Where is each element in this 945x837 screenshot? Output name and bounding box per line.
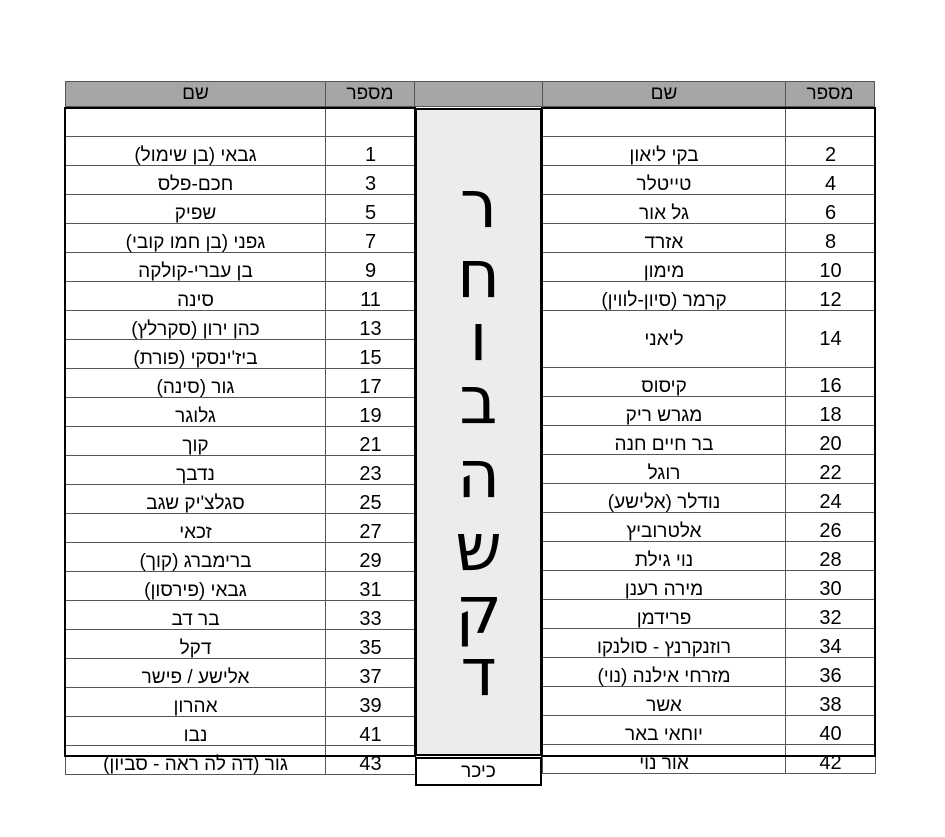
street-letter: ש bbox=[455, 509, 502, 586]
table-row bbox=[66, 485, 416, 514]
house-number: 30 bbox=[786, 571, 876, 600]
table-row bbox=[543, 716, 876, 745]
table-row bbox=[543, 368, 876, 397]
street-letter: ר bbox=[459, 166, 498, 243]
house-number: 7 bbox=[326, 224, 416, 253]
table-row bbox=[66, 572, 416, 601]
resident-name: גפני (בן חמו קובי) bbox=[66, 224, 326, 253]
resident-name: בקי ליאון bbox=[543, 137, 786, 166]
table-row bbox=[543, 455, 876, 484]
house-number: 14 bbox=[786, 311, 876, 368]
house-number: 6 bbox=[786, 195, 876, 224]
table-row bbox=[543, 484, 876, 513]
table-row bbox=[66, 427, 416, 456]
table-row bbox=[66, 717, 416, 746]
table-row bbox=[66, 543, 416, 572]
house-number: 22 bbox=[786, 455, 876, 484]
table-row bbox=[543, 282, 876, 311]
table-row bbox=[66, 166, 416, 195]
house-number: 11 bbox=[326, 282, 416, 311]
resident-name: גל אור bbox=[543, 195, 786, 224]
house-number: 20 bbox=[786, 426, 876, 455]
resident-name: ביז'ינסקי (פורת) bbox=[66, 340, 326, 369]
table-row bbox=[66, 282, 416, 311]
house-number: 9 bbox=[326, 253, 416, 282]
roundabout-label: כיכר bbox=[415, 757, 542, 786]
resident-name: גלוגר bbox=[66, 398, 326, 427]
table-row bbox=[66, 746, 416, 775]
table-row bbox=[66, 369, 416, 398]
resident-name: חכם-פלס bbox=[66, 166, 326, 195]
street-letter: ה bbox=[456, 436, 501, 513]
resident-name: מירה רענן bbox=[543, 571, 786, 600]
house-number: 27 bbox=[326, 514, 416, 543]
table-row bbox=[66, 659, 416, 688]
resident-name: אשר bbox=[543, 687, 786, 716]
table-row bbox=[543, 600, 876, 629]
table-row bbox=[66, 688, 416, 717]
house-number: 29 bbox=[326, 543, 416, 572]
house-number: 8 bbox=[786, 224, 876, 253]
street-letter: ב bbox=[459, 362, 498, 439]
resident-name: קוך bbox=[66, 427, 326, 456]
house-number: 34 bbox=[786, 629, 876, 658]
table-row bbox=[543, 166, 876, 195]
house-number: 39 bbox=[326, 688, 416, 717]
house-number: 33 bbox=[326, 601, 416, 630]
house-number: 17 bbox=[326, 369, 416, 398]
left-name-header: שם bbox=[65, 81, 326, 107]
street-letter: ד bbox=[460, 634, 497, 711]
resident-name: מגרש ריק bbox=[543, 397, 786, 426]
resident-name: ליאני bbox=[543, 311, 786, 368]
resident-name: רוגל bbox=[543, 455, 786, 484]
house-number: 10 bbox=[786, 253, 876, 282]
street-strip bbox=[415, 108, 542, 756]
house-number: 18 bbox=[786, 397, 876, 426]
house-number: 12 bbox=[786, 282, 876, 311]
table-row bbox=[66, 311, 416, 340]
table-row bbox=[66, 340, 416, 369]
resident-name: בר דב bbox=[66, 601, 326, 630]
house-number: 15 bbox=[326, 340, 416, 369]
odd-houses-table bbox=[65, 107, 416, 775]
table-row bbox=[543, 137, 876, 166]
street-header-blank bbox=[414, 81, 543, 107]
resident-name: אלטרוביץ bbox=[543, 513, 786, 542]
table-row bbox=[543, 571, 876, 600]
resident-name: יוחאי באר bbox=[543, 716, 786, 745]
resident-name: טייטלר bbox=[543, 166, 786, 195]
table-row bbox=[543, 687, 876, 716]
table-row bbox=[543, 629, 876, 658]
resident-name: זכאי bbox=[66, 514, 326, 543]
left-blank-row bbox=[66, 108, 416, 137]
house-number: 43 bbox=[326, 746, 416, 775]
table-row bbox=[543, 745, 876, 774]
table-row bbox=[543, 253, 876, 282]
table-row bbox=[66, 456, 416, 485]
house-number: 32 bbox=[786, 600, 876, 629]
house-number: 35 bbox=[326, 630, 416, 659]
resident-name: קיסוס bbox=[543, 368, 786, 397]
table-row bbox=[543, 426, 876, 455]
resident-name: שפיק bbox=[66, 195, 326, 224]
table-row bbox=[66, 137, 416, 166]
resident-name: סגלצ'יק שגב bbox=[66, 485, 326, 514]
table-row bbox=[543, 513, 876, 542]
resident-name: גור (דה לה ראה - סביון) bbox=[66, 746, 326, 775]
table-row bbox=[543, 311, 876, 368]
resident-name: אהרון bbox=[66, 688, 326, 717]
table-row bbox=[66, 253, 416, 282]
table-row bbox=[66, 514, 416, 543]
table-row bbox=[66, 601, 416, 630]
house-number: 38 bbox=[786, 687, 876, 716]
house-number: 5 bbox=[326, 195, 416, 224]
blank-cell bbox=[786, 108, 876, 137]
house-number: 28 bbox=[786, 542, 876, 571]
blank-cell bbox=[326, 108, 416, 137]
house-number: 31 bbox=[326, 572, 416, 601]
house-number: 23 bbox=[326, 456, 416, 485]
resident-name: בר חיים חנה bbox=[543, 426, 786, 455]
house-number: 16 bbox=[786, 368, 876, 397]
resident-name: ברימברג (קוך) bbox=[66, 543, 326, 572]
resident-name: אור נוי bbox=[543, 745, 786, 774]
table-row bbox=[543, 397, 876, 426]
resident-name: מימון bbox=[543, 253, 786, 282]
table-row bbox=[66, 398, 416, 427]
resident-name: גבאי (בן שימול) bbox=[66, 137, 326, 166]
table-row bbox=[66, 224, 416, 253]
house-number: 4 bbox=[786, 166, 876, 195]
resident-name: פרידמן bbox=[543, 600, 786, 629]
resident-name: נבו bbox=[66, 717, 326, 746]
resident-name: סינה bbox=[66, 282, 326, 311]
table-row bbox=[543, 195, 876, 224]
blank-cell bbox=[66, 108, 326, 137]
resident-name: קרמר (סיון-לווין) bbox=[543, 282, 786, 311]
house-number: 19 bbox=[326, 398, 416, 427]
right-number-header: מספר bbox=[785, 81, 875, 107]
resident-name: גור (סינה) bbox=[66, 369, 326, 398]
resident-name: גבאי (פירסון) bbox=[66, 572, 326, 601]
house-number: 1 bbox=[326, 137, 416, 166]
table-row bbox=[66, 195, 416, 224]
house-number: 26 bbox=[786, 513, 876, 542]
house-number: 25 bbox=[326, 485, 416, 514]
resident-name: נדבך bbox=[66, 456, 326, 485]
resident-name: בן עברי-קולקה bbox=[66, 253, 326, 282]
left-number-header: מספר bbox=[325, 81, 415, 107]
house-number: 40 bbox=[786, 716, 876, 745]
resident-name: נוי גילת bbox=[543, 542, 786, 571]
house-number: 13 bbox=[326, 311, 416, 340]
table-row bbox=[543, 658, 876, 687]
resident-name: רוזנקרנץ - סולנקו bbox=[543, 629, 786, 658]
blank-cell bbox=[543, 108, 786, 137]
table-row bbox=[543, 224, 876, 253]
right-name-header: שם bbox=[542, 81, 786, 107]
house-number: 24 bbox=[786, 484, 876, 513]
street-letter: ק bbox=[455, 572, 502, 649]
street-letter: ח bbox=[456, 236, 501, 313]
street-name-vertical bbox=[417, 110, 540, 754]
resident-name: כהן ירון (סקרלץ) bbox=[66, 311, 326, 340]
house-number: 41 bbox=[326, 717, 416, 746]
resident-name: נודלר (אלישע) bbox=[543, 484, 786, 513]
house-number: 37 bbox=[326, 659, 416, 688]
resident-name: אלישע / פישר bbox=[66, 659, 326, 688]
house-number: 42 bbox=[786, 745, 876, 774]
resident-name: מזרחי אילנה (נוי) bbox=[543, 658, 786, 687]
resident-name: דקל bbox=[66, 630, 326, 659]
table-row bbox=[66, 630, 416, 659]
house-number: 36 bbox=[786, 658, 876, 687]
house-number: 3 bbox=[326, 166, 416, 195]
house-number: 2 bbox=[786, 137, 876, 166]
even-houses-table bbox=[542, 107, 876, 774]
resident-name: אזרד bbox=[543, 224, 786, 253]
house-number: 21 bbox=[326, 427, 416, 456]
table-row bbox=[543, 542, 876, 571]
street-letter: ו bbox=[469, 299, 488, 376]
right-blank-row bbox=[543, 108, 876, 137]
